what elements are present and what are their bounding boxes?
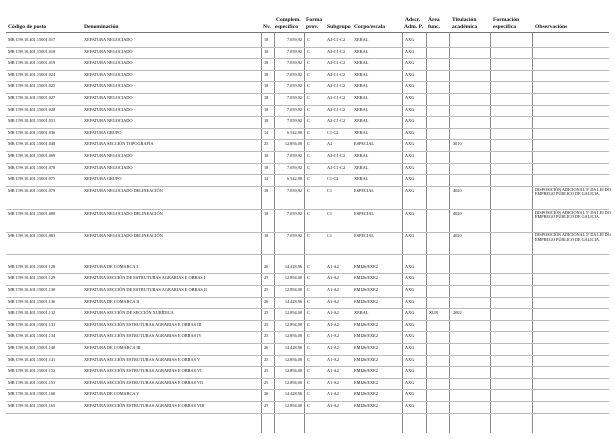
cell-forma: C bbox=[307, 391, 310, 397]
cell-forma: C bbox=[307, 263, 310, 269]
cell-complemento: 7.059,92 bbox=[286, 210, 302, 216]
cell-subgrupo: A1-A2 bbox=[327, 286, 339, 292]
cell-codigo: MR C99.10.401.15001.079 bbox=[8, 187, 56, 193]
cell-nivel: 25 bbox=[264, 310, 269, 316]
cell-subgrupo: A2 bbox=[327, 141, 333, 147]
cell-codigo: MR C99.10.401.15001.152 bbox=[8, 368, 56, 374]
cell-subgrupo: A1-A2 bbox=[327, 344, 339, 350]
cell-codigo: MR C99.10.401.15001.128 bbox=[8, 263, 56, 269]
cell-denominacion: XEFATURA GRUPO bbox=[84, 129, 122, 135]
row-rule bbox=[6, 128, 609, 129]
cell-complemento: 6.542,90 bbox=[286, 129, 302, 135]
row-rule bbox=[6, 308, 609, 309]
cell-adscr: AXG bbox=[405, 379, 415, 385]
row-rule bbox=[6, 378, 609, 379]
cell-denominacion: XEFATURA DE COMARCA III bbox=[84, 344, 141, 350]
cell-complemento: 12.894,00 bbox=[284, 402, 302, 408]
cell-nivel: 14 bbox=[264, 176, 269, 182]
header-subgrupo: Subgrupo bbox=[327, 24, 351, 30]
cell-nivel: 18 bbox=[264, 83, 269, 89]
cell-codigo: MR C99.10.401.15001.132 bbox=[8, 310, 56, 316]
cell-corpo: ESPECIAL bbox=[354, 210, 375, 216]
cell-forma: C bbox=[307, 118, 310, 124]
cell-complemento: 7.059,92 bbox=[286, 37, 302, 42]
cell-subgrupo: A2-C1-C2 bbox=[327, 164, 346, 170]
cell-forma: C bbox=[307, 333, 310, 339]
header-codigo: Código de posto bbox=[8, 24, 47, 30]
cell-forma: C bbox=[307, 176, 310, 182]
header-complemento-line1: Complem. bbox=[276, 17, 301, 23]
cell-adscr: AXG bbox=[405, 106, 415, 112]
row-rule bbox=[6, 343, 609, 344]
header-adscr-line1: Adscr. bbox=[405, 17, 421, 23]
row-rule bbox=[6, 413, 609, 414]
cell-subgrupo: C1 bbox=[327, 187, 333, 193]
row-rule bbox=[6, 163, 609, 164]
cell-codigo: MR C99.10.401.15001.133 bbox=[8, 321, 56, 327]
cell-subgrupo: C1 bbox=[327, 210, 333, 216]
cell-complemento: 14.428,96 bbox=[284, 298, 302, 304]
cell-forma: C bbox=[307, 83, 310, 89]
cell-corpo: EMI26/EXE2 bbox=[354, 402, 378, 408]
cell-corpo: ESPECIAL bbox=[354, 187, 375, 193]
cell-complemento: 12.894,00 bbox=[284, 356, 302, 362]
cell-adscr: AXG bbox=[405, 333, 415, 339]
cell-forma: C bbox=[307, 48, 310, 54]
cell-nivel: 25 bbox=[264, 286, 269, 292]
cell-titulacion: 4020 bbox=[453, 187, 462, 193]
cell-denominacion: XEFATURA SECCIÓN ESTRUTURAS AGRARIAS E OBRAS VI bbox=[84, 368, 202, 374]
cell-adscr: AXG bbox=[405, 37, 415, 42]
cell-subgrupo: A1-A2 bbox=[327, 391, 339, 397]
cell-corpo: XERAL bbox=[354, 83, 369, 89]
cell-codigo: MR C99.10.401.15001.148 bbox=[8, 344, 56, 350]
cell-denominacion: XEFATURA NEGOCIADO bbox=[84, 118, 133, 124]
cell-nivel: 26 bbox=[264, 391, 269, 397]
cell-codigo: MR C99.10.401.15001.070 bbox=[8, 164, 56, 170]
cell-titulacion: 2002 bbox=[453, 310, 462, 316]
cell-forma: C bbox=[307, 60, 310, 66]
row-rule bbox=[6, 70, 609, 71]
cell-corpo: EMI26/EXE2 bbox=[354, 275, 378, 281]
cell-complemento: 14.428,96 bbox=[284, 391, 302, 397]
cell-codigo: MR C99.10.401.15001.130 bbox=[8, 286, 56, 292]
cell-nivel: 26 bbox=[264, 344, 269, 350]
cell-adscr: AXG bbox=[405, 176, 415, 182]
cell-denominacion: XEFATURA SECCIÓN ESTRUTURAS AGRARIAS E OBRAS V bbox=[84, 356, 201, 362]
row-rule bbox=[6, 151, 609, 152]
cell-subgrupo: A2-C1-C2 bbox=[327, 118, 346, 124]
cell-corpo: XERAL bbox=[354, 71, 369, 77]
cell-subgrupo: A2-C1-C2 bbox=[327, 48, 346, 54]
cell-corpo: XERAL bbox=[354, 106, 369, 112]
cell-codigo: MR C99.10.401.15001.027 bbox=[8, 95, 56, 100]
cell-corpo: XERAL bbox=[354, 310, 369, 316]
cell-complemento: 7.059,92 bbox=[286, 48, 302, 54]
cell-codigo: MR C99.10.401.15001.031 bbox=[8, 118, 56, 124]
cell-corpo: EMI26/EXE2 bbox=[354, 298, 378, 304]
cell-denominacion: XEFATURA SECCIÓN TOPOGRAFÍA bbox=[84, 141, 154, 147]
cell-complemento: 12.894,00 bbox=[284, 368, 302, 374]
cell-forma: C bbox=[307, 379, 310, 385]
row-rule bbox=[6, 139, 609, 140]
cell-complemento: 7.059,92 bbox=[286, 106, 302, 112]
cell-forma: C bbox=[307, 141, 310, 147]
cell-denominacion: XEFATURA NEGOCIADO DELINEACIÓN bbox=[84, 187, 163, 193]
cell-forma: C bbox=[307, 71, 310, 77]
cell-codigo: MR C99.10.401.15001.075 bbox=[8, 176, 56, 182]
cell-corpo: EMI26/EXE2 bbox=[354, 356, 378, 362]
cell-adscr: AXG bbox=[405, 391, 415, 397]
cell-denominacion: XEFATURA SECCIÓN ESTRUTURAS AGRARIAS E OBRAS IV bbox=[84, 333, 202, 339]
cell-subgrupo: A2-C1-C2 bbox=[327, 106, 346, 112]
cell-denominacion: XEFATURA SECCIÓN ESTRUTURAS AGRARIAS E OBRAS III bbox=[84, 321, 202, 327]
cell-corpo: XERAL bbox=[354, 176, 369, 182]
cell-nivel: 18 bbox=[264, 71, 269, 77]
cell-corpo: ESPECIAL bbox=[354, 233, 375, 239]
cell-adscr: AXG bbox=[405, 356, 415, 362]
cell-complemento: 7.059,92 bbox=[286, 164, 302, 170]
cell-subgrupo: A1-A2 bbox=[327, 275, 339, 281]
cell-complemento: 7.059,92 bbox=[286, 83, 302, 89]
cell-codigo: MR C99.10.401.15001.129 bbox=[8, 275, 56, 281]
cell-complemento: 7.059,92 bbox=[286, 118, 302, 124]
cell-adscr: AXG bbox=[405, 286, 415, 292]
row-rule bbox=[6, 297, 609, 298]
row-rule bbox=[6, 93, 609, 94]
cell-complemento: 14.428,96 bbox=[284, 263, 302, 269]
header-formacion-line2: específica bbox=[493, 24, 516, 30]
cell-corpo: EMI26/EXE2 bbox=[354, 333, 378, 339]
cell-nivel: 18 bbox=[264, 187, 269, 193]
cell-codigo: MR C99.10.401.15001.048 bbox=[8, 141, 56, 147]
cell-denominacion: XEFATURA GRUPO bbox=[84, 176, 122, 182]
cell-nivel: 25 bbox=[264, 141, 269, 147]
cell-corpo: XERAL bbox=[354, 37, 369, 42]
cell-subgrupo: C1-C2 bbox=[327, 176, 339, 182]
cell-complemento: 12.894,00 bbox=[284, 286, 302, 292]
header-nivel: Nv. bbox=[263, 24, 271, 30]
cell-nivel: 18 bbox=[264, 210, 269, 216]
cell-subgrupo: A1-A2 bbox=[327, 402, 339, 408]
cell-subgrupo: C1-C2 bbox=[327, 129, 339, 135]
cell-adscr: AXG bbox=[405, 298, 415, 304]
cell-denominacion: XEFATURA NEGOCIADO bbox=[84, 60, 133, 66]
cell-adscr: AXG bbox=[405, 310, 415, 316]
cell-subgrupo: A2-C1-C2 bbox=[327, 153, 346, 158]
cell-complemento: 7.059,92 bbox=[286, 71, 302, 77]
cell-observacions: DISPOSICIÓN ADICIONAL 5ª DA LEI DO EMPREGO PÚBLICO DE GALICIA. bbox=[535, 186, 611, 197]
cell-forma: C bbox=[307, 187, 310, 193]
row-rule bbox=[6, 58, 609, 59]
cell-denominacion: XEFATURA NEGOCIADO bbox=[84, 71, 133, 77]
cell-adscr: AXG bbox=[405, 164, 415, 170]
header-area-line1: Área bbox=[428, 17, 440, 23]
cell-nivel: 14 bbox=[264, 129, 269, 135]
cell-forma: C bbox=[307, 233, 310, 239]
cell-adscr: AXG bbox=[405, 118, 415, 124]
cell-denominacion: XEFATURA DE COMARCA II bbox=[84, 298, 140, 304]
header-titulacion-line2: académica bbox=[452, 24, 478, 30]
cell-forma: C bbox=[307, 310, 310, 316]
cell-codigo: MR C99.10.401.15001.134 bbox=[8, 333, 56, 339]
cell-forma: C bbox=[307, 321, 310, 327]
header-forma-line2: prov. bbox=[306, 24, 319, 30]
header-adscr-line2: Adm. P. bbox=[404, 24, 423, 30]
header-area-line2: func. bbox=[428, 24, 440, 30]
cell-nivel: 26 bbox=[264, 298, 269, 304]
cell-forma: C bbox=[307, 37, 310, 42]
cell-nivel: 18 bbox=[264, 164, 269, 170]
cell-corpo: XERAL bbox=[354, 48, 369, 54]
cell-corpo: XERAL bbox=[354, 60, 369, 66]
cell-denominacion: XEFATURA NEGOCIADO bbox=[84, 106, 133, 112]
cell-corpo: EMI26/EXE2 bbox=[354, 391, 378, 397]
cell-adscr: AXG bbox=[405, 48, 415, 54]
row-rule bbox=[6, 174, 609, 175]
cell-complemento: 7.059,92 bbox=[286, 187, 302, 193]
cell-subgrupo: A2-C1-C2 bbox=[327, 37, 346, 42]
cell-codigo: MR C99.10.401.15001.019 bbox=[8, 60, 56, 66]
cell-nivel: 25 bbox=[264, 402, 269, 408]
cell-adscr: AXG bbox=[405, 83, 415, 89]
cell-denominacion: XEFATURA SECCIÓN DE SECCIÓN XURÍDICA bbox=[84, 310, 174, 316]
cell-corpo: XERAL bbox=[354, 153, 369, 158]
cell-observacions: DISPOSICIÓN ADICIONAL 5ª DA LEI DO EMPREGO PÚBLICO DE GALICIA. bbox=[535, 232, 611, 242]
cell-nivel: 25 bbox=[264, 321, 269, 327]
cell-complemento: 12.894,00 bbox=[284, 333, 302, 339]
cell-adscr: AXG bbox=[405, 71, 415, 77]
cell-titulacion: 4020 bbox=[453, 210, 462, 216]
cell-subgrupo: A2-C1-C2 bbox=[327, 83, 346, 89]
cell-corpo: EMI26/EXE2 bbox=[354, 286, 378, 292]
cell-titulacion: 3010 bbox=[453, 141, 462, 147]
cell-adscr: AXG bbox=[405, 153, 415, 158]
cell-nivel: 18 bbox=[264, 118, 269, 124]
cell-adscr: AXG bbox=[405, 95, 415, 100]
cell-subgrupo: A2-C1-C2 bbox=[327, 71, 346, 77]
cell-denominacion: XEFATURA SECCIÓN DE ESTRUTURAS AGRARIAS E OBRAS I bbox=[84, 275, 206, 281]
cell-codigo: MR C99.10.401.15001.136 bbox=[8, 298, 56, 304]
cell-adscr: AXG bbox=[405, 60, 415, 66]
cell-corpo: EMI26/EXE2 bbox=[354, 321, 378, 327]
row-rule bbox=[6, 47, 609, 48]
cell-subgrupo: A1-A2 bbox=[327, 321, 339, 327]
cell-codigo: MR C99.10.401.15001.018 bbox=[8, 48, 56, 54]
cell-subgrupo: A1-A2 bbox=[327, 379, 339, 385]
cell-nivel: 26 bbox=[264, 263, 269, 269]
cell-denominacion: XEFATURA NEGOCIADO bbox=[84, 153, 133, 158]
cell-corpo: EMI26/EXE2 bbox=[354, 379, 378, 385]
cell-adscr: AXG bbox=[405, 402, 415, 408]
header-formacion-line1: Formación bbox=[493, 17, 520, 23]
cell-nivel: 18 bbox=[264, 233, 269, 239]
cell-complemento: 6.542,90 bbox=[286, 176, 302, 182]
cell-subgrupo: A1-A2 bbox=[327, 263, 339, 269]
cell-denominacion: XEFATURA SECCIÓN ESTRUTURAS AGRARIAS E OBRAS VIII bbox=[84, 402, 205, 408]
cell-subgrupo: A2-C1-C2 bbox=[327, 95, 346, 100]
cell-subgrupo: A1-A2 bbox=[327, 356, 339, 362]
cell-forma: C bbox=[307, 275, 310, 281]
cell-adscr: AXG bbox=[405, 321, 415, 327]
cell-codigo: MR C99.10.401.15001.080 bbox=[8, 210, 56, 216]
cell-denominacion: XEFATURA NEGOCIADO bbox=[84, 95, 133, 100]
row-rule bbox=[6, 105, 609, 106]
row-rule bbox=[6, 331, 609, 332]
cell-complemento: 12.894,00 bbox=[284, 321, 302, 327]
cell-complemento: 7.059,92 bbox=[286, 233, 302, 239]
cell-titulacion: 4020 bbox=[453, 233, 462, 239]
cell-codigo: MR C99.10.401.15001.036 bbox=[8, 129, 56, 135]
cell-complemento: 7.059,92 bbox=[286, 60, 302, 66]
cell-codigo: MR C99.10.401.15001.153 bbox=[8, 379, 56, 385]
cell-denominacion: XEFATURA NEGOCIADO bbox=[84, 83, 133, 89]
cell-adscr: AXG bbox=[405, 368, 415, 374]
cell-denominacion: XEFATURA DE COMARCA V bbox=[84, 391, 140, 397]
cell-forma: C bbox=[307, 286, 310, 292]
cell-nivel: 25 bbox=[264, 356, 269, 362]
cell-corpo: EMI26/EXE2 bbox=[354, 368, 378, 374]
cell-subgrupo: A1-A2 bbox=[327, 368, 339, 374]
row-rule bbox=[6, 273, 609, 274]
cell-denominacion: XEFATURA NEGOCIADO bbox=[84, 164, 133, 170]
cell-denominacion: XEFATURA NEGOCIADO DELINEACIÓN bbox=[84, 210, 163, 216]
header-observacions: Observacións bbox=[535, 24, 568, 30]
cell-corpo: XERAL bbox=[354, 164, 369, 170]
cell-subgrupo: A1-A2 bbox=[327, 310, 339, 316]
cell-codigo: MR C99.10.401.15001.141 bbox=[8, 356, 56, 362]
cell-area: XUR bbox=[429, 310, 439, 316]
cell-forma: C bbox=[307, 356, 310, 362]
cell-adscr: AXG bbox=[405, 344, 415, 350]
cell-forma: C bbox=[307, 153, 310, 158]
cell-denominacion: XEFATURA NEGOCIADO bbox=[84, 48, 133, 54]
cell-corpo: EMI26/EXE2 bbox=[354, 263, 378, 269]
cell-codigo: MR C99.10.401.15001.163 bbox=[8, 402, 56, 408]
cell-complemento: 14.428,96 bbox=[284, 344, 302, 350]
cell-forma: C bbox=[307, 298, 310, 304]
cell-forma: C bbox=[307, 402, 310, 408]
cell-complemento: 12.894,00 bbox=[284, 379, 302, 385]
cell-complemento: 12.894,00 bbox=[284, 141, 302, 147]
cell-nivel: 25 bbox=[264, 275, 269, 281]
cell-codigo: MR C99.10.401.15001.160 bbox=[8, 391, 56, 397]
header-corpo: Corpo/escala bbox=[354, 24, 386, 30]
cell-subgrupo: A1-A2 bbox=[327, 333, 339, 339]
cell-adscr: AXG bbox=[405, 233, 415, 239]
cell-observacions: DISPOSICIÓN ADICIONAL 5ª DA LEI DO EMPREGO PÚBLICO DE GALICIA. bbox=[535, 209, 611, 220]
cell-forma: C bbox=[307, 344, 310, 350]
cell-subgrupo: A1-A2 bbox=[327, 298, 339, 304]
cell-denominacion: XEFATURA NEGOCIADO DELINEACIÓN bbox=[84, 233, 163, 239]
row-rule bbox=[6, 254, 609, 255]
cell-corpo: XERAL bbox=[354, 129, 369, 135]
cell-subgrupo: C1 bbox=[327, 233, 333, 239]
cell-nivel: 18 bbox=[264, 95, 269, 100]
cell-adscr: AXG bbox=[405, 129, 415, 135]
cell-nivel: 18 bbox=[264, 48, 269, 54]
cell-forma: C bbox=[307, 164, 310, 170]
header-forma-line1: Forma bbox=[306, 17, 323, 23]
cell-codigo: MR C99.10.401.15001.025 bbox=[8, 83, 56, 89]
row-rule bbox=[6, 366, 609, 367]
cell-complemento: 7.059,92 bbox=[286, 153, 302, 158]
header-denominacion: Denominación bbox=[84, 24, 119, 30]
row-rule bbox=[6, 355, 609, 356]
cell-codigo: MR C99.10.401.15001.069 bbox=[8, 153, 56, 158]
header-titulacion-line1: Titulación bbox=[452, 17, 477, 23]
cell-corpo: ESPECIAL bbox=[354, 141, 375, 147]
header-rule bbox=[6, 32, 609, 33]
cell-forma: C bbox=[307, 368, 310, 374]
cell-nivel: 18 bbox=[264, 106, 269, 112]
cell-adscr: AXG bbox=[405, 141, 415, 147]
cell-adscr: AXG bbox=[405, 210, 415, 216]
header-complemento-line2: específico bbox=[275, 24, 298, 30]
cell-nivel: 25 bbox=[264, 368, 269, 374]
cell-codigo: MR C99.10.401.15001.017 bbox=[8, 37, 56, 42]
cell-forma: C bbox=[307, 129, 310, 135]
cell-adscr: AXG bbox=[405, 275, 415, 281]
cell-nivel: 18 bbox=[264, 60, 269, 66]
cell-nivel: 18 bbox=[264, 153, 269, 158]
cell-complemento: 12.894,00 bbox=[284, 275, 302, 281]
cell-corpo: XERAL bbox=[354, 95, 369, 100]
cell-corpo: EMI26/EXE2 bbox=[354, 344, 378, 350]
cell-denominacion: XEFATURA SECCIÓN ESTRUTURAS AGRARIAS E OBRAS VII bbox=[84, 379, 203, 385]
row-rule bbox=[6, 81, 609, 82]
cell-forma: C bbox=[307, 106, 310, 112]
cell-corpo: XERAL bbox=[354, 118, 369, 124]
cell-nivel: 25 bbox=[264, 333, 269, 339]
cell-forma: C bbox=[307, 210, 310, 216]
cell-complemento: 12.894,00 bbox=[284, 310, 302, 316]
row-rule bbox=[6, 116, 609, 117]
cell-nivel: 25 bbox=[264, 379, 269, 385]
row-rule bbox=[6, 320, 609, 321]
cell-denominacion: XEFATURA NEGOCIADO bbox=[84, 37, 133, 42]
row-rule bbox=[6, 186, 609, 187]
cell-subgrupo: A2-C1-C2 bbox=[327, 60, 346, 66]
cell-forma: C bbox=[307, 95, 310, 100]
cell-denominacion: XEFATURA SECCIÓN DE ESTRUTURAS AGRARIAS E OBRAS II bbox=[84, 286, 207, 292]
cell-nivel: 18 bbox=[264, 37, 269, 42]
cell-adscr: AXG bbox=[405, 263, 415, 269]
cell-denominacion: XEFATURA DE COMARCA I bbox=[84, 263, 138, 269]
row-rule bbox=[6, 285, 609, 286]
cell-codigo: MR C99.10.401.15001.083 bbox=[8, 233, 56, 239]
cell-codigo: MR C99.10.401.15001.028 bbox=[8, 106, 56, 112]
cell-complemento: 7.059,92 bbox=[286, 95, 302, 100]
cell-adscr: AXG bbox=[405, 187, 415, 193]
row-rule bbox=[6, 389, 609, 390]
cell-codigo: MR C99.10.401.15001.024 bbox=[8, 71, 56, 77]
row-rule bbox=[6, 401, 609, 402]
